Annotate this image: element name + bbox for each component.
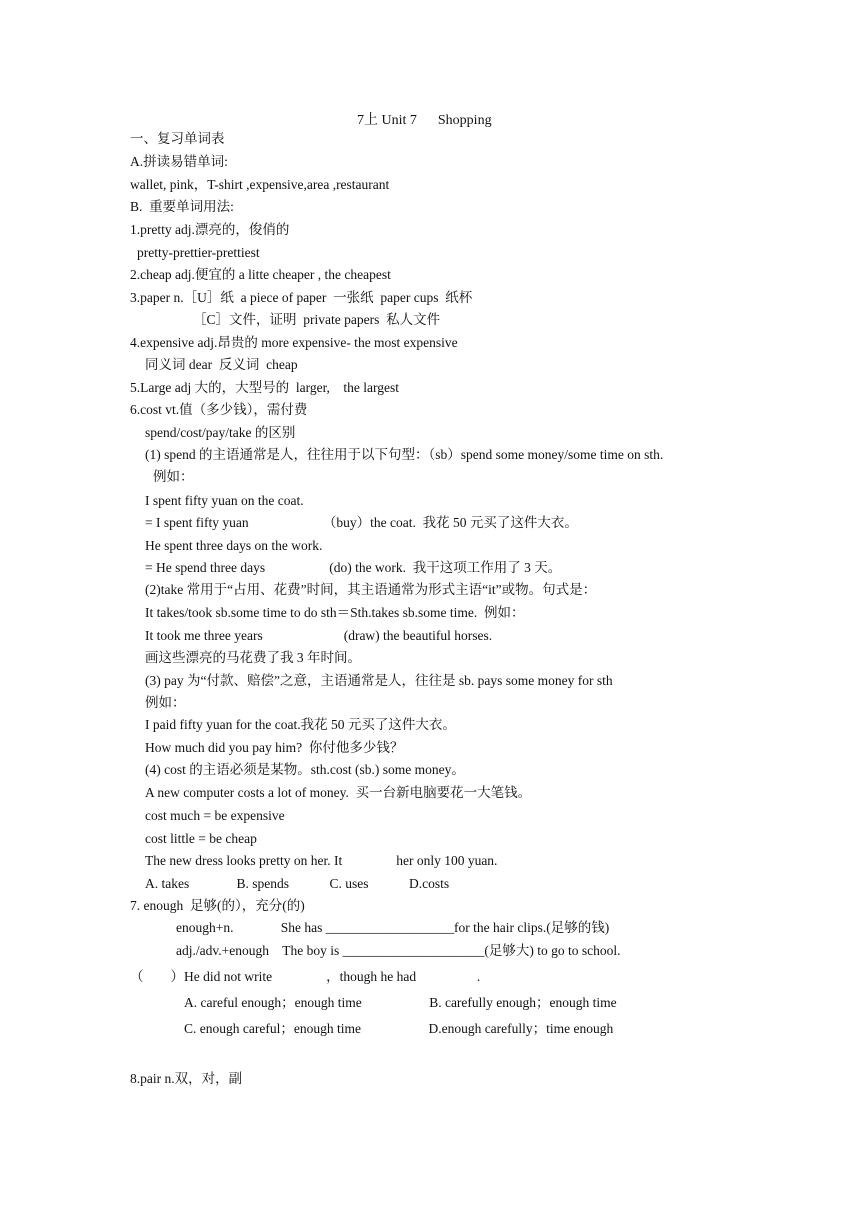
text-line: 同义词 dear 反义词 cheap — [145, 357, 298, 372]
text-line: 1.pretty adj.漂亮的，俊俏的 — [130, 222, 290, 237]
text-line: It took me three years (draw) the beautiful horses. — [145, 628, 493, 643]
text-line: (2)take 常用于“占用、花费”时间，其主语通常为形式主语“it”或物。句式是： — [145, 582, 597, 597]
text-line: cost little = be cheap — [145, 831, 257, 846]
text-line: pretty-prettier-prettiest — [137, 245, 260, 260]
text-line: 4.expensive adj.昂贵的 more expensive- the most expensive — [130, 335, 458, 350]
text-line: How much did you pay him? 你付他多少钱？ — [145, 740, 404, 755]
text-line: wallet, pink，T-shirt ,expensive,area ,restaurant — [130, 177, 390, 192]
text-line: 3.paper n.［U］纸 a piece of paper 一张纸 paper cups 纸杯 — [130, 290, 473, 305]
page-title: 7上 Unit 7 Shopping — [357, 113, 492, 128]
text-line: I spent fifty yuan on the coat. — [145, 493, 304, 508]
text-line: adj./adv.+enough The boy is _____________________(足够大) to go to school. — [176, 943, 621, 958]
answer-options: A. takes B. spends C. uses D.costs — [145, 876, 450, 891]
subheading: B. 重要单词用法: — [130, 199, 234, 214]
text-line: = He spend three days (do) the work. 我干这项工作用了 3 天。 — [145, 560, 562, 575]
subheading: A.拼读易错单词: — [130, 154, 228, 169]
text-line: (1) spend 的主语通常是人，往往用于以下句型：（sb）spend some money/some time on sth. — [145, 447, 664, 462]
text-line: cost much = be expensive — [145, 808, 285, 823]
text-line: 5.Large adj 大的，大型号的 larger, the largest — [130, 380, 400, 395]
question-line: （ ）He did not write ，though he had . — [130, 969, 481, 984]
text-line: ［C］文件，证明 private papers 私人文件 — [193, 312, 441, 327]
text-line: = I spent fifty yuan （buy）the coat. 我花 50 元买了这件大衣。 — [145, 515, 578, 530]
text-line: The new dress looks pretty on her. It her only 100 yuan. — [145, 853, 498, 868]
text-line: 7. enough 足够(的），充分(的) — [130, 898, 305, 913]
text-line: 2.cheap adj.便宜的 a litte cheaper , the cheapest — [130, 267, 391, 282]
text-line: 例如： — [145, 695, 186, 710]
answer-options: A. careful enough；enough time B. carefully enough；enough time — [184, 995, 617, 1010]
text-line: (4) cost 的主语必须是某物。sth.cost (sb.) some money。 — [145, 762, 465, 777]
text-line: 画这些漂亮的马花费了我 3 年时间。 — [145, 650, 361, 665]
text-line: 8.pair n.双，对，副 — [130, 1071, 243, 1086]
text-line: It takes/took sb.some time to do sth＝Sth.takes sb.some time. 例如： — [145, 605, 525, 620]
text-line: (3) pay 为“付款、赔偿”之意，主语通常是人，往往是 sb. pays some money for sth — [145, 673, 613, 688]
text-line: I paid fifty yuan for the coat.我花 50 元买了这件大衣。 — [145, 717, 456, 732]
text-line: He spent three days on the work. — [145, 538, 323, 553]
text-line: 例如： — [153, 469, 194, 484]
text-line: enough+n. She has ___________________for the hair clips.(足够的钱) — [176, 920, 610, 935]
text-line: 6.cost vt.值（多少钱），需付费 — [130, 402, 308, 417]
section-heading: 一、复习单词表 — [130, 131, 225, 146]
text-line: spend/cost/pay/take 的区别 — [145, 425, 296, 440]
text-line: A new computer costs a lot of money. 买一台新电脑要花一大笔钱。 — [145, 785, 532, 800]
answer-options: C. enough careful；enough time D.enough carefully；time enough — [184, 1021, 614, 1036]
